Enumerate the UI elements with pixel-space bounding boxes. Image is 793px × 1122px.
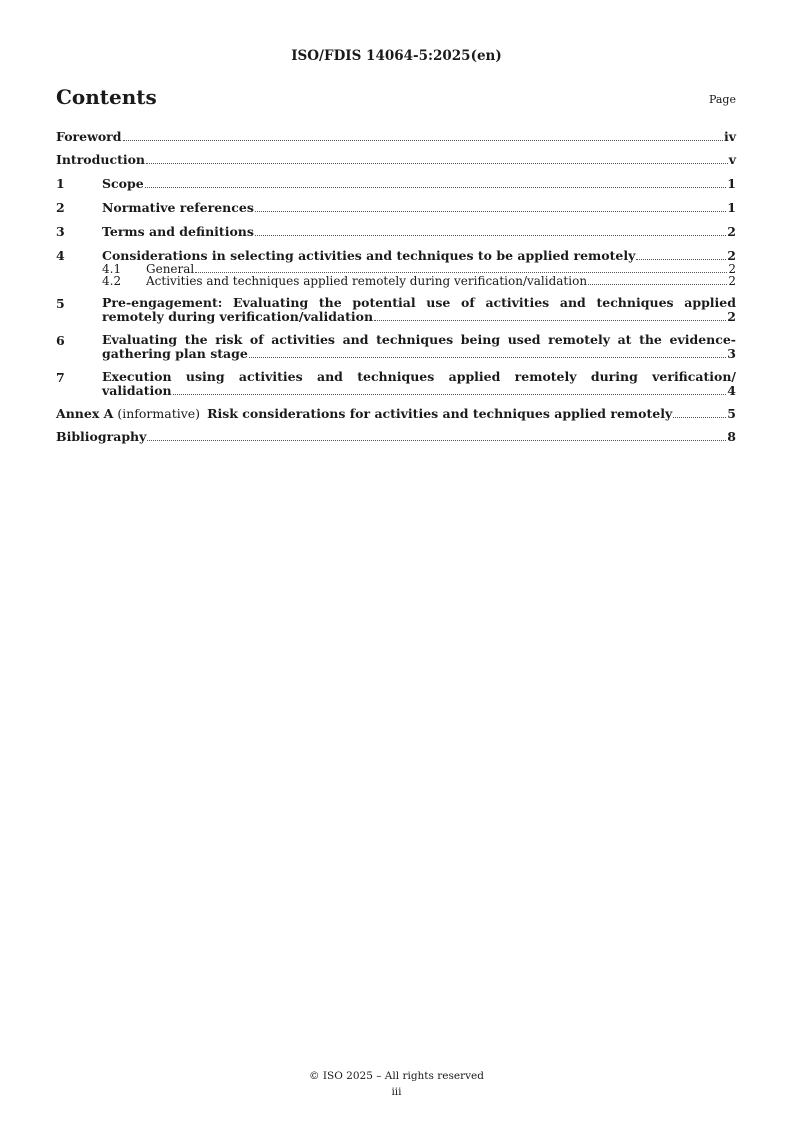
dot-leader [147,440,726,441]
toc-entry-clause-2[interactable] [56,200,736,215]
dot-leader [146,163,728,164]
clause-number: 6 [56,333,65,348]
toc-page: 8 [727,429,736,444]
dot-leader [145,187,727,188]
dot-leader [255,235,726,236]
toc-page: 5 [727,406,736,421]
document-id-header: ISO/FDIS 14064-5:2025(en) [291,48,502,64]
toc-page: 2 [727,248,736,263]
toc-page: 2 [727,224,736,239]
subclause-number: 4.2 [102,274,122,288]
toc-entry-clause-7[interactable] [56,370,736,398]
page-footer [0,1068,793,1100]
toc-entry-subclause-4-2[interactable] [56,276,736,287]
dot-leader [255,211,726,212]
toc-entry-clause-4[interactable] [56,248,736,263]
clause-number: 7 [56,370,65,385]
toc-label: Risk considerations for activities and techniques applied remotely [207,406,673,421]
dot-leader [374,320,726,321]
toc-label: Terms and definitions [102,224,254,239]
toc-label: Introduction [56,152,146,167]
table-of-contents [56,130,736,444]
dot-leader [123,140,723,141]
toc-entry-clause-5[interactable] [56,296,736,324]
clause-number: 1 [56,176,65,191]
dot-leader [636,259,726,260]
toc-label: Bibliography [56,429,147,444]
toc-label-line-2: gathering plan stage [102,346,248,361]
annex-type: (informative) [117,406,201,421]
contents-title: Contents [56,85,157,109]
clause-number: 5 [56,296,65,311]
toc-label: Considerations in selecting activities and techniques to be applied remotely [102,248,636,263]
copyright-notice: © ISO 2025 – All rights reserved [309,1070,484,1082]
dot-leader [173,394,727,395]
toc-label: Scope [102,176,144,191]
toc-entry-clause-1[interactable] [56,176,736,191]
page-column-label: Page [708,93,736,106]
toc-label-line-2: validation [102,383,172,398]
toc-label-line-2: remotely during verification/validation [102,309,374,324]
dot-leader [195,272,727,273]
dot-leader [673,417,726,418]
toc-entry-clause-3[interactable] [56,224,736,239]
dot-leader [588,284,727,285]
toc-page: 2 [727,309,736,324]
subclause-number: 4.1 [102,262,122,276]
clause-number: 4 [56,248,65,263]
toc-page: v [728,152,736,167]
toc-entry-annex-a[interactable] [56,407,736,421]
toc-page: 1 [727,200,736,215]
toc-label: Normative references [102,200,254,215]
toc-label-line-1: Evaluating the risk of activities and techniques being used remotely at the evidence- [102,332,736,347]
toc-label: Foreword [56,129,122,144]
toc-page: iv [723,129,736,144]
contents-heading-row [56,85,736,115]
toc-label-line-1: Pre-engagement: Evaluating the potential use of activities and techniques applied [102,295,736,310]
toc-page: 3 [727,346,736,361]
toc-label: Activities and techniques applied remotely during verification/validation [146,274,588,288]
toc-label: General [146,262,195,276]
toc-entry-introduction[interactable] [56,153,736,167]
toc-entry-clause-6[interactable] [56,333,736,361]
toc-entry-foreword[interactable] [56,130,736,144]
clause-number: 3 [56,224,65,239]
page-number: iii [391,1086,402,1098]
toc-label-line-1: Execution using activities and techniques applied remotely during verification/ [102,369,736,384]
toc-entry-bibliography[interactable] [56,430,736,444]
toc-page: 1 [727,176,736,191]
annex-prefix: Annex A [56,406,114,421]
toc-page: 2 [728,262,736,276]
toc-page: 4 [727,383,736,398]
dot-leader [249,357,726,358]
clause-number: 2 [56,200,65,215]
toc-page: 2 [728,274,736,288]
